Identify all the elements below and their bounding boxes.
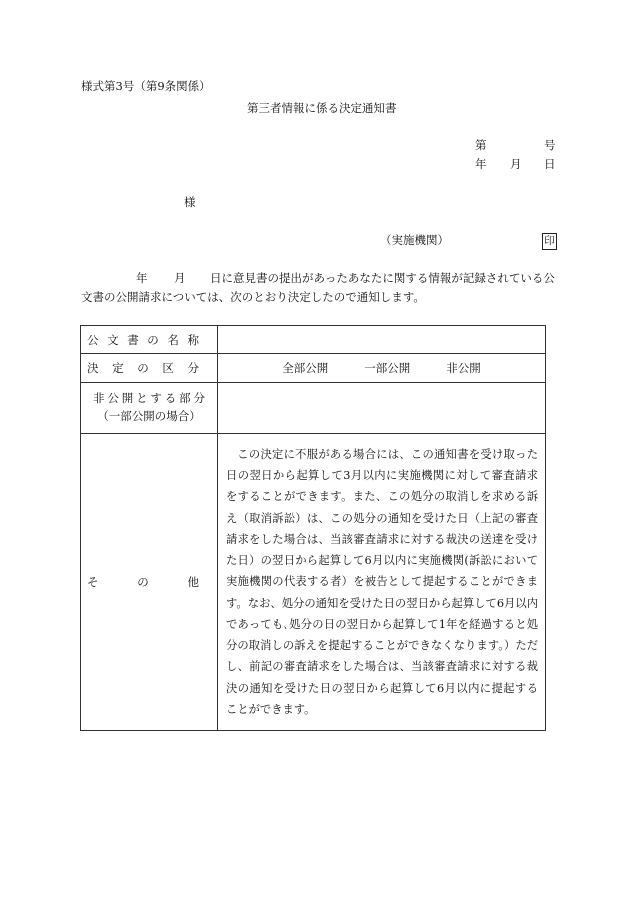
option-full-disclosure: 全部公開 — [282, 361, 329, 375]
other-text: この決定に不服がある場合には、この通知書を受け取った日の翌日から起算して3月以内に実施機関に対して審査請求をすることができます。また、この処分の取消しを求める訴え（取消訴訟）は、この処分の通知を受けた日（上記の審査請求をした場合は、当該審査請求に対する裁決の送達を受けた日）の翌日から起算して6月以内に実施機関(訴訟において実施機関の代表する者）を被告として提起することができます。なお、処分の通知を受けた日の翌日から起算して6月以内であっても､処分の日の翌日から起算して1年を経過すると処分の取消しの訴えを提起することができなくなります。）ただし、前記の審査請求をした場合は、当該審査請求に対する裁決の通知を受けた日の翌日から起算して6月以内に提起することができます。 — [218, 434, 546, 731]
table-row — [81, 383, 546, 434]
form-number: 様式第3号（第9条関係） — [81, 79, 211, 93]
decision-label: 決定の区分 — [87, 361, 199, 375]
intro-line-2: 文書の公開請求については、次のとおり決定したので通知します。 — [81, 290, 425, 304]
decision-options — [218, 354, 546, 383]
doc-number-dai: 第 — [475, 138, 487, 152]
nondisclosed-label-cell — [81, 383, 218, 434]
doc-number-go: 号 — [544, 138, 556, 152]
date-month: 月 — [510, 157, 522, 171]
nondisclosed-value — [218, 383, 546, 434]
table-row — [81, 326, 546, 354]
nondisclosed-note: （一部公開の場合） — [97, 409, 201, 423]
nondisclosed-label: 非公開とする部分 — [93, 391, 205, 406]
issuer-label: （実施機関） — [380, 233, 449, 247]
addressee-suffix: 様 — [184, 195, 196, 209]
option-partial-disclosure: 一部公開 — [364, 361, 411, 375]
other-label-cell — [81, 434, 218, 731]
document-title: 第三者情報に係る決定通知書 — [247, 101, 397, 115]
seal-mark — [542, 233, 557, 250]
decision-label-cell — [81, 354, 218, 383]
other-label: その他 — [87, 575, 199, 590]
date-day: 日 — [544, 157, 556, 171]
table-row — [81, 354, 546, 383]
intro-year: 年 — [136, 271, 148, 285]
date-year: 年 — [475, 157, 487, 171]
seal-icon: 印 — [542, 233, 557, 250]
table-row — [81, 434, 546, 731]
intro-line-1: 日に意見書の提出があったあなたに関する情報が記録されている公 — [210, 271, 555, 285]
doc-name-label-cell — [81, 326, 218, 354]
doc-name-label: 公文書の名称 — [87, 332, 199, 347]
option-non-disclosure: 非公開 — [446, 361, 481, 375]
intro-month: 月 — [174, 271, 186, 285]
notice-table — [80, 325, 546, 731]
doc-name-value — [218, 326, 546, 354]
